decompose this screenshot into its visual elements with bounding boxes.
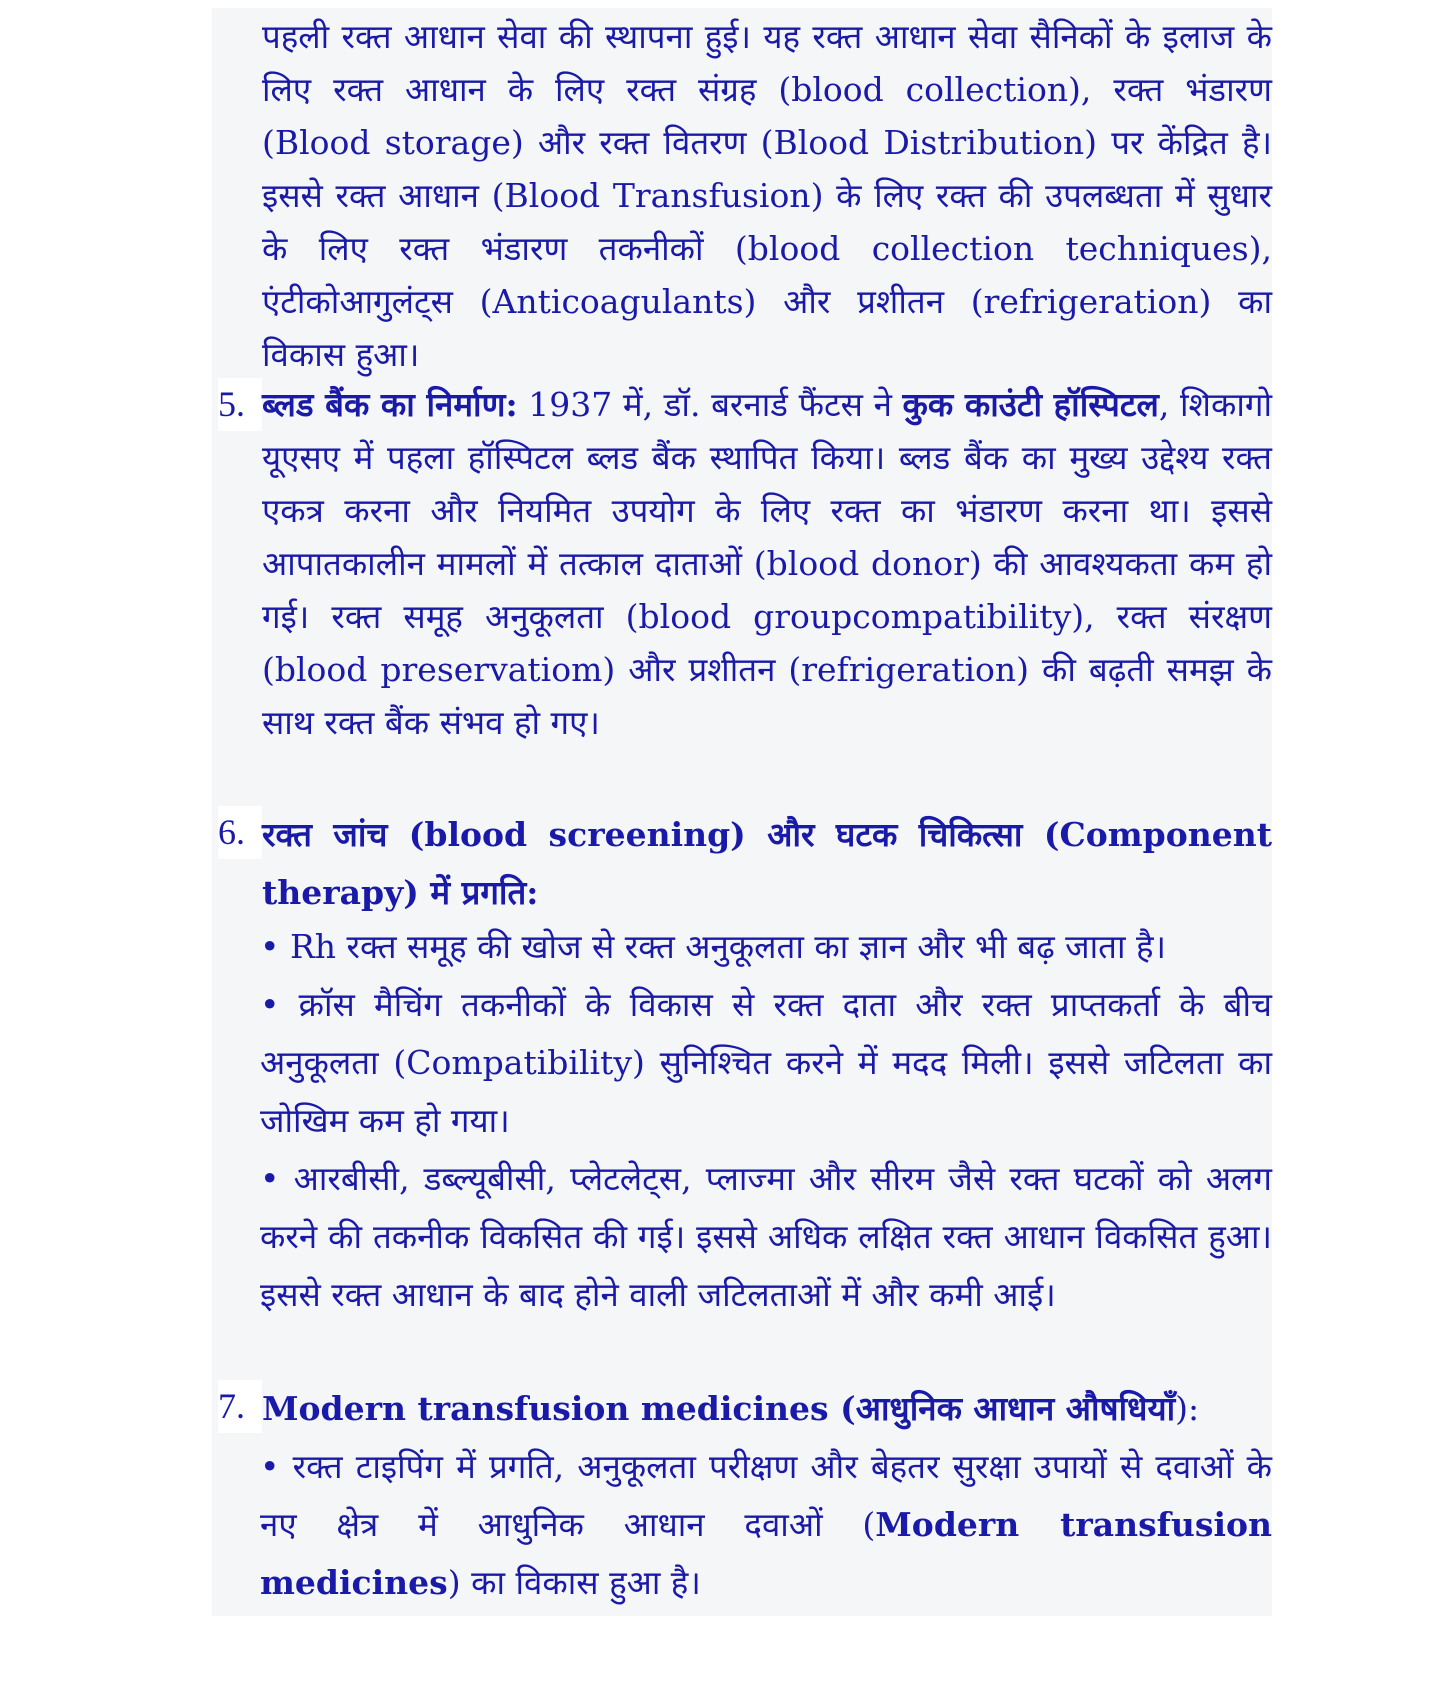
item-6-heading: रक्त जांच (blood screening) और घटक चिकित्सा (Component therapy) में प्रगति: <box>262 815 1272 912</box>
list-number-7: 7. <box>218 1380 262 1433</box>
item-7-bullet-text-a: • रक्त टाइपिंग में प्रगति, अनुकूलता परीक्षण और बेहतर सुरक्षा उपायों से दवाओं के नए क्षेत्र में आधुनिक आधान दवाओं ( <box>260 1447 1272 1544</box>
item-5-paragraph <box>262 378 1272 749</box>
item-7-heading-paragraph <box>262 1380 1272 1438</box>
item-6-heading-paragraph <box>262 806 1272 922</box>
list-number-6: 6. <box>218 806 262 859</box>
item-6-bullet-2: • क्रॉस मैचिंग तकनीकों के विकास से रक्त दाता और रक्त प्राप्तकर्ता के बीच अनुकूलता (Compatibility) सुनिश्चित करने में मदद मिली। इससे जटिलता का जोखिम कम हो गया। <box>260 985 1272 1140</box>
intro-paragraph: पहली रक्त आधान सेवा की स्थापना हुई। यह रक्त आधान सेवा सैनिकों के इलाज के लिए रक्त आधान के लिए रक्त संग्रह (blood collection), रक्त भंडारण (Blood storage) और रक्त वितरण (Blood Distribution) पर केंद्रित है। इससे रक्त आधान (Blood Transfusion) के लिए रक्त की उपलब्धता में सुधार के लिए रक्त भंडारण तकनीकों (blood collection techniques), एंटीकोआगुलंट्स (Anticoagulants) और प्रशीतन (refrigeration) का विकास हुआ। <box>262 17 1272 374</box>
item-7-heading-end: ): <box>1175 1389 1200 1428</box>
item-7-bullet-text-b: ) का विकास हुआ है। <box>447 1563 701 1602</box>
item-7-heading-hi: आधुनिक आधान औषधियाँ <box>855 1389 1176 1428</box>
list-number-5: 5. <box>218 378 262 431</box>
item-7-bullet-bold: Modern transfusion medicines <box>260 1505 1272 1602</box>
item-5-place: कुक काउंटी हॉस्पिटल <box>902 385 1159 424</box>
item-6-bullet-3: • आरबीसी, डब्ल्यूबीसी, प्लेटलेट्स, प्लाज्मा और सीरम जैसे रक्त घटकों को अलग करने की तकनीक विकसित की गई। इससे अधिक लक्षित रक्त आधान विकसित हुआ। इससे रक्त आधान के बाद होने वाली जटिलताओं में और कमी आई। <box>260 1159 1272 1314</box>
item-5-text-b: , शिकागो यूएसए में पहला हॉस्पिटल ब्लड बैंक स्थापित किया। ब्लड बैंक का मुख्य उद्देश्य रक्त एकत्र करना और नियमित उपयोग के लिए रक्त का भंडारण करना था। इससे आपातकालीन मामलों में तत्काल दाताओं (blood donor) की आवश्यकता कम हो गई। रक्त समूह अनुकूलता (blood groupcompatibility), रक्त संरक्षण (blood preservatiom) और प्रशीतन (refrigeration) की बढ़ती समझ के साथ रक्त बैंक संभव हो गए। <box>262 385 1272 742</box>
item-5-heading: ब्लड बैंक का निर्माण: <box>262 385 518 424</box>
item-7-heading-en: Modern transfusion medicines ( <box>262 1389 856 1428</box>
item-5-text-a: 1937 में, डॉ. बरनार्ड फैंटस ने <box>517 385 903 424</box>
item-6-bullets <box>260 918 1272 1324</box>
item-6-bullet-1: • Rh रक्त समूह की खोज से रक्त अनुकूलता का ज्ञान और भी बढ़ जाता है। <box>260 927 1167 966</box>
item-7-bullets <box>260 1438 1272 1612</box>
item-7-bullet-1 <box>260 1438 1272 1612</box>
